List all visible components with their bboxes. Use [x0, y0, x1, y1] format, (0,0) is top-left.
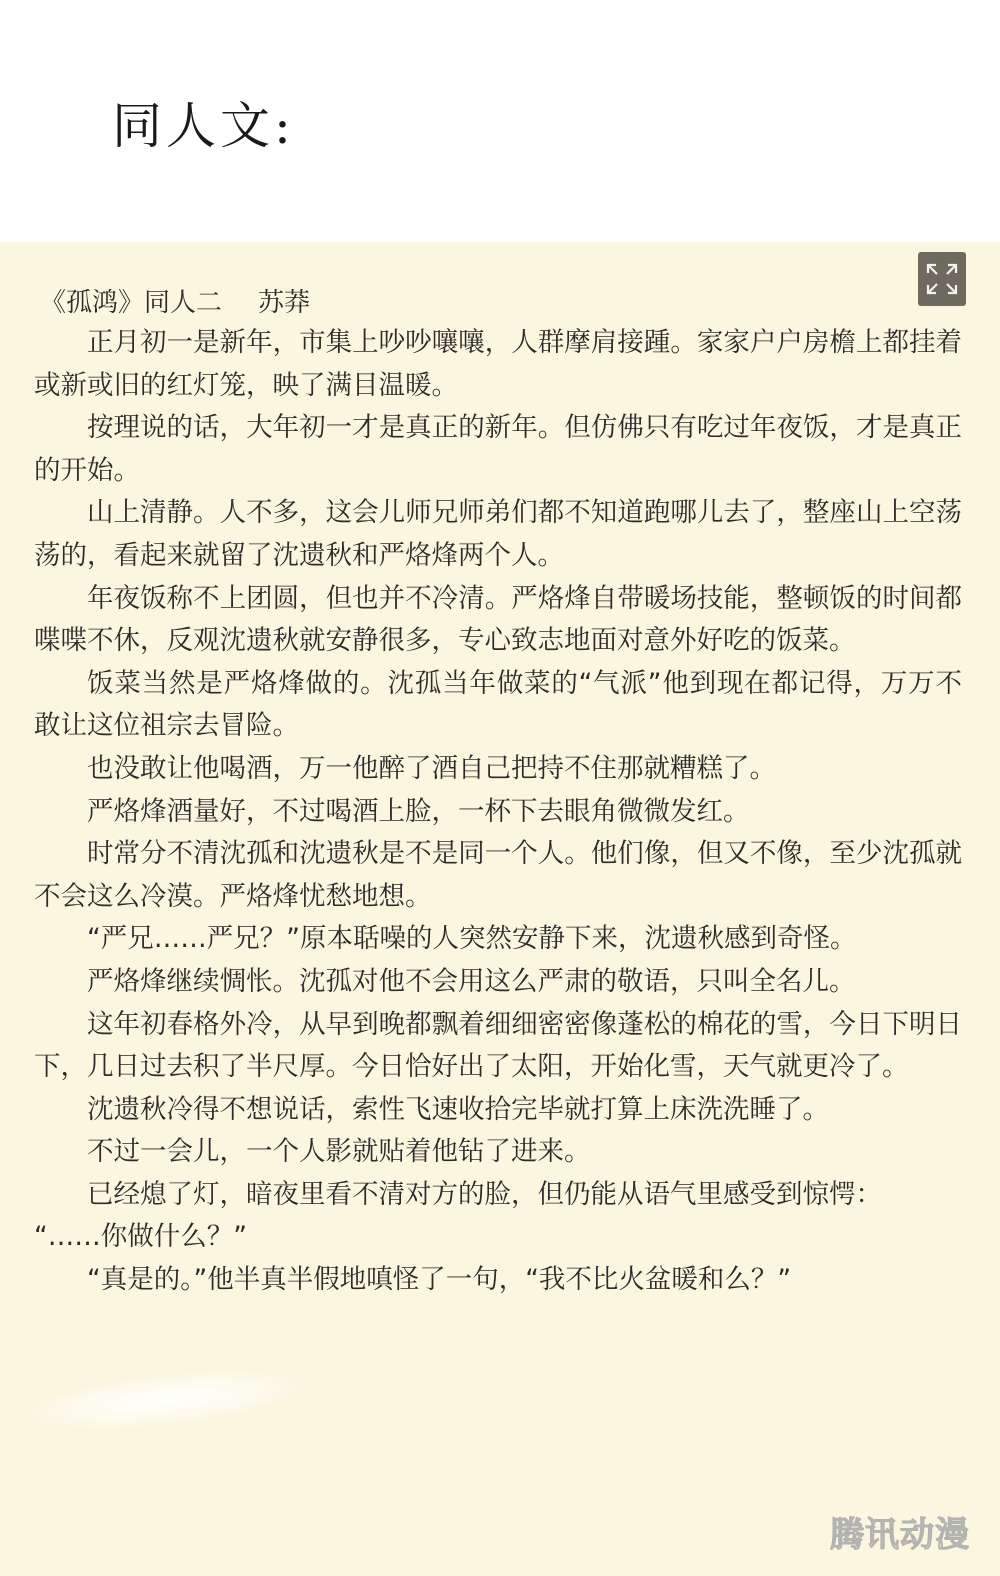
paragraph: 严烙烽酒量好，不过喝酒上脸，一杯下去眼角微微发红。: [87, 795, 750, 827]
paragraph: 山上清静。人不多，这会儿师兄师弟们都不知道跑哪儿去了，整座山上空荡荡的，看起来就留了沈遗秋和严烙烽两个人。: [34, 497, 962, 571]
paragraph: “严兄……严兄？”原本聒噪的人突然安静下来，沈遗秋感到奇怪。: [87, 923, 857, 955]
page-heading: 同人文:: [112, 97, 295, 155]
paragraph: 这年初春格外冷，从早到晚都飘着细细密密像蓬松的棉花的雪，今日下明日下，几日过去积了半尺厚。今日恰好出了太阳，开始化雪，天气就更冷了。: [34, 1008, 962, 1083]
book-page: [0, 242, 1000, 1576]
paragraph: 时常分不清沈孤和沈遗秋是不是同一个人。他们像，但又不像，至少沈孤就不会这么冷漠。严烙烽忧愁地想。: [34, 838, 962, 912]
paragraph: 严烙烽继续惆怅。沈孤对他不会用这么严肃的敬语，只叫全名儿。: [87, 965, 856, 997]
paragraph: 按理说的话，大年初一才是真正的新年。但仿佛只有吃过年夜饭，才是真正的开始。: [34, 412, 962, 486]
paragraph: “真是的。”他半真半假地嗔怪了一句，“我不比火盆暖和么？”: [87, 1264, 792, 1296]
expand-arrows-icon: [925, 262, 959, 296]
book-title-line: [40, 282, 310, 319]
white-smudge: [28, 1361, 302, 1439]
paragraph: 已经熄了灯，暗夜里看不清对方的脸，但仍能从语气里感受到惊愕：: [87, 1178, 882, 1210]
paragraph: 正月初一是新年，市集上吵吵嚷嚷，人群摩肩接踵。家家户户房檐上都挂着或新或旧的红灯笼，映了满目温暖。: [34, 327, 962, 401]
paragraph: 不过一会儿，一个人影就贴着他钻了进来。: [87, 1136, 591, 1168]
paragraph: 也没敢让他喝酒，万一他醉了酒自己把持不住那就糟糕了。: [87, 752, 776, 784]
book-author: 苏莽: [258, 288, 311, 318]
paragraph: 年夜饭称不上团圆，但也并不冷清。严烙烽自带暖场技能，整顿饭的时间都喋喋不休，反观沈遗秋就安静很多，专心致志地面对意外好吃的饭菜。: [34, 582, 962, 657]
watermark-logo: 腾讯动漫: [830, 1515, 970, 1555]
heading-area: [0, 0, 1000, 242]
book-title: 《孤鸿》同人二: [40, 288, 223, 318]
expand-button[interactable]: [918, 252, 966, 306]
paragraph: “……你做什么？”: [34, 1221, 247, 1253]
story-text: [34, 322, 962, 1302]
paragraph: 沈遗秋冷得不想说话，索性飞速收拾完毕就打算上床洗洗睡了。: [87, 1093, 829, 1125]
paragraph: 饭菜当然是严烙烽做的。沈孤当年做菜的“气派”他到现在都记得，万万不敢让这位祖宗去冒险。: [34, 667, 962, 742]
